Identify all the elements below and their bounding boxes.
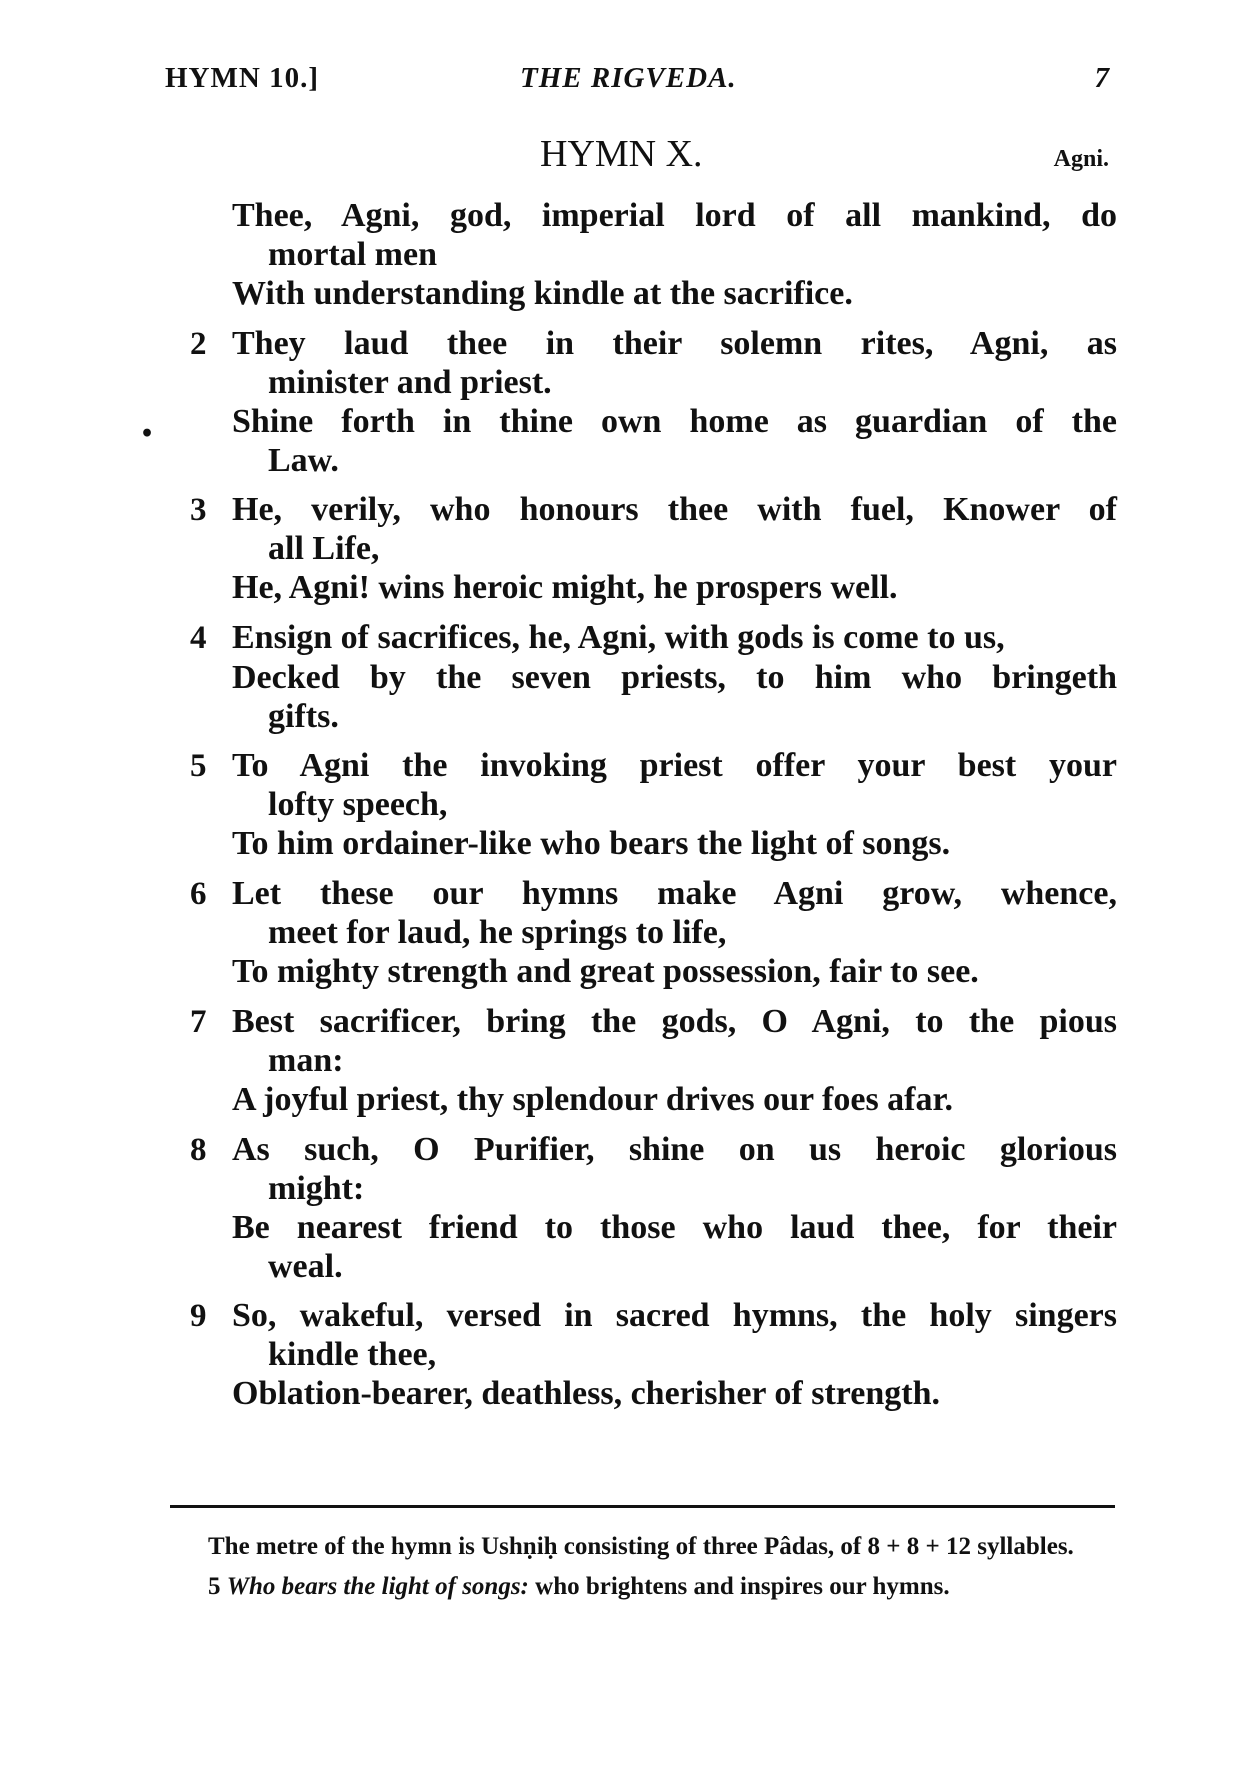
running-head xyxy=(165,62,1110,102)
verse-line: To Agni the invoking priest offer your best your xyxy=(232,747,1117,784)
verse-number: 6 xyxy=(190,876,207,912)
verse-line: To mighty strength and great possession, fair to see. xyxy=(232,953,979,990)
running-head-left: HYMN 10.] xyxy=(165,62,319,94)
verse-line: As such, O Purifier, shine on us heroic glorious xyxy=(232,1131,1117,1168)
verse-line-continuation: man: xyxy=(268,1042,344,1079)
verses xyxy=(0,196,1259,1424)
verse-number: 9 xyxy=(190,1298,207,1334)
verse-number: 2 xyxy=(190,326,207,362)
verse-line: To him ordainer-like who bears the light of songs. xyxy=(232,825,951,862)
verse-line-continuation: weal. xyxy=(268,1248,343,1285)
stray-mark: • xyxy=(140,421,155,447)
verse xyxy=(0,874,1259,992)
hymn-title: HYMN X. xyxy=(540,133,703,175)
footnote-5-text: who brightens and inspires our hymns. xyxy=(535,1573,950,1600)
verse-line: Best sacrificer, bring the gods, O Agni, to the pious xyxy=(232,1003,1117,1040)
verse xyxy=(0,324,1259,480)
footnote-5 xyxy=(178,1570,1110,1604)
verse-line: He, Agni! wins heroic might, he prospers well. xyxy=(232,569,898,606)
verse-line: Be nearest friend to those who laud thee, for their xyxy=(232,1209,1117,1246)
verse xyxy=(0,1130,1259,1286)
footnote-5-phrase: Who bears the light of songs: xyxy=(226,1573,529,1600)
verse-line: Oblation-bearer, deathless, cherisher of strength. xyxy=(232,1375,940,1412)
verse-number: 7 xyxy=(190,1004,207,1040)
verse-line-continuation: mortal men xyxy=(268,236,438,273)
verse-line: They laud thee in their solemn rites, Agni, as xyxy=(232,325,1117,362)
verse xyxy=(0,1002,1259,1120)
hymn-deity: Agni. xyxy=(1053,146,1109,172)
verse-line-continuation: lofty speech, xyxy=(268,786,448,823)
verse-line: So, wakeful, versed in sacred hymns, the holy singers xyxy=(232,1297,1117,1334)
verse-line: Shine forth in thine own home as guardian of the xyxy=(232,403,1117,440)
verse-line: Let these our hymns make Agni grow, whence, xyxy=(232,875,1117,912)
verse xyxy=(0,618,1259,736)
running-head-title: THE RIGVEDA. xyxy=(520,62,737,94)
verse xyxy=(0,196,1259,314)
verse-number: 8 xyxy=(190,1132,207,1168)
footnotes xyxy=(178,1530,1110,1610)
verse-line: Ensign of sacrifices, he, Agni, with gods is come to us, xyxy=(232,619,1005,656)
verse-line-continuation: might: xyxy=(268,1170,365,1207)
page-number: 7 xyxy=(1094,62,1110,94)
verse-line: A joyful priest, thy splendour drives our foes afar. xyxy=(232,1081,953,1118)
footnote-5-number: 5 xyxy=(208,1573,221,1600)
verse-line-continuation: meet for laud, he springs to life, xyxy=(268,914,727,951)
verse-line-continuation: minister and priest. xyxy=(268,364,552,401)
verse-line: With understanding kindle at the sacrifice. xyxy=(232,275,853,312)
verse-number: 4 xyxy=(190,620,207,656)
verse-line-continuation: kindle thee, xyxy=(268,1336,437,1373)
verse xyxy=(0,1296,1259,1414)
verse-line: He, verily, who honours thee with fuel, Knower of xyxy=(232,491,1117,528)
verse xyxy=(0,490,1259,608)
verse-line: Decked by the seven priests, to him who bringeth xyxy=(232,659,1117,696)
verse-line-continuation: Law. xyxy=(268,442,339,479)
verse-line: Thee, Agni, god, imperial lord of all mankind, do xyxy=(232,197,1117,234)
verse-number: 5 xyxy=(190,748,207,784)
footnote-metre: The metre of the hymn is Ushṇiḥ consisting of three Pâdas, of 8 + 8 + 12 syllables. xyxy=(208,1533,1074,1560)
verse-number: 3 xyxy=(190,492,207,528)
verse-line-continuation: all Life, xyxy=(268,530,380,567)
verse xyxy=(0,746,1259,864)
verse-line-continuation: gifts. xyxy=(268,698,339,735)
footnote-rule xyxy=(170,1505,1115,1508)
